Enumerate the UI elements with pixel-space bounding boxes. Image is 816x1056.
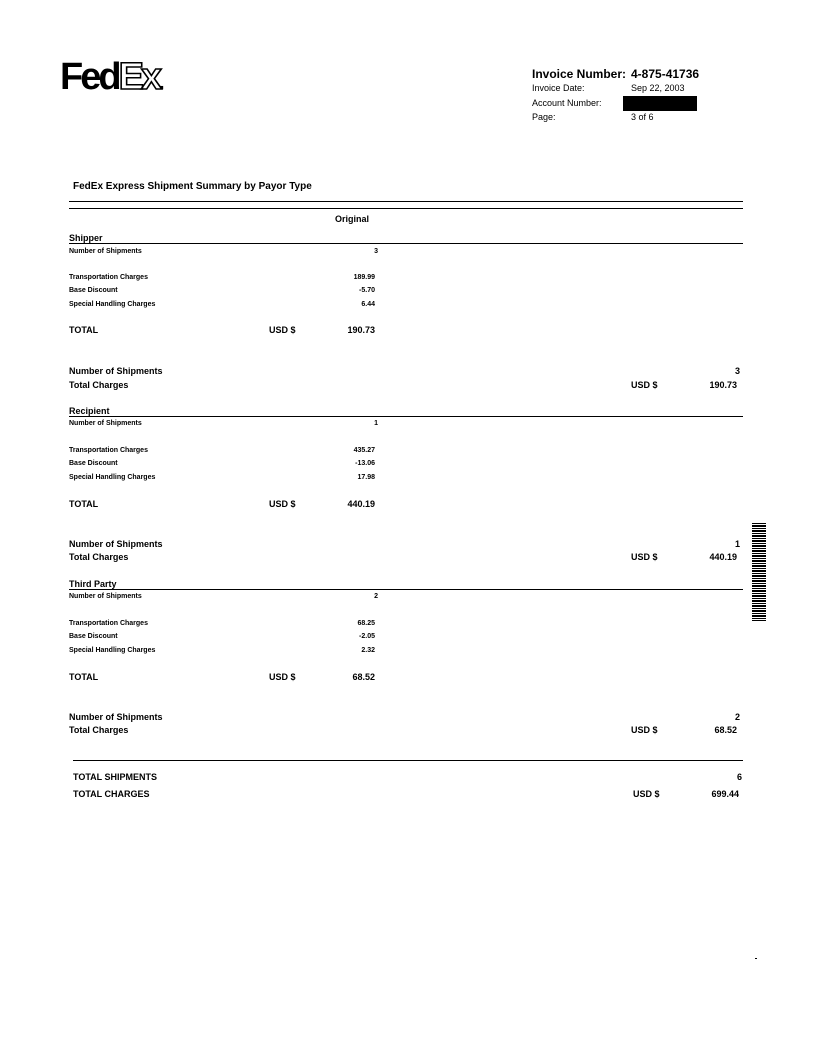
invoice-number-label: Invoice Number:: [532, 67, 627, 81]
shipper-base-discount-label: Base Discount: [69, 287, 118, 294]
shipper-transportation-label: Transportation Charges: [69, 274, 148, 281]
recipient-summary-charges-value: 440.19: [709, 552, 737, 562]
shipper-summary-shipments-label: Number of Shipments: [69, 366, 163, 376]
recipient-transportation-value: 435.27: [353, 447, 375, 454]
total-charges-value: 699.44: [711, 789, 739, 799]
recipient-summary-shipments-label: Number of Shipments: [69, 539, 163, 549]
recipient-summary-shipments-value: 1: [734, 539, 740, 549]
third-party-summary-charges-value: 68.52: [714, 725, 737, 735]
section-rule-shipper: [69, 243, 743, 244]
logo-ex: Ex: [118, 56, 160, 98]
total-charges-currency: USD $: [633, 789, 660, 799]
recipient-special-label: Special Handling Charges: [69, 474, 156, 481]
third-party-transportation-label: Transportation Charges: [69, 620, 148, 627]
column-header-original: Original: [335, 214, 370, 224]
section-title-shipper: Shipper: [69, 233, 103, 243]
third-party-base-discount-value: -2.05: [359, 633, 375, 640]
divider-top-1: [69, 201, 743, 202]
recipient-summary-charges-label: Total Charges: [69, 552, 129, 562]
section-title-recipient: Recipient: [69, 406, 110, 416]
total-shipments-value: 6: [736, 772, 742, 782]
shipper-summary-charges-label: Total Charges: [69, 380, 129, 390]
shipper-summary-charges-value: 190.73: [709, 380, 737, 390]
section-rule-recipient: [69, 416, 743, 417]
third-party-special-value: 2.32: [361, 647, 375, 654]
logo-fed: Fed: [60, 56, 119, 98]
recipient-total-currency: USD $: [269, 499, 296, 509]
invoice-number-value: 4-875-41736: [631, 67, 700, 81]
recipient-special-value: 17.98: [357, 474, 375, 481]
shipper-shipments-label: Number of Shipments: [69, 248, 142, 255]
third-party-summary-currency: USD $: [631, 725, 658, 735]
shipper-summary-currency: USD $: [631, 380, 658, 390]
shipper-total-label: TOTAL: [69, 325, 99, 335]
recipient-shipments-value: 1: [374, 420, 378, 427]
shipper-transportation-value: 189.99: [353, 274, 375, 281]
invoice-date-value: Sep 22, 2003: [631, 83, 685, 93]
recipient-shipments-label: Number of Shipments: [69, 420, 142, 427]
invoice-date-label: Invoice Date:: [532, 83, 585, 93]
third-party-shipments-label: Number of Shipments: [69, 593, 142, 600]
shipper-shipments-value: 3: [374, 248, 378, 255]
third-party-total-value: 68.52: [352, 672, 375, 682]
third-party-special-label: Special Handling Charges: [69, 647, 156, 654]
shipper-base-discount-value: -5.70: [359, 287, 375, 294]
shipper-special-label: Special Handling Charges: [69, 301, 156, 308]
total-shipments-label: TOTAL SHIPMENTS: [73, 772, 158, 782]
shipper-total-currency: USD $: [269, 325, 296, 335]
recipient-total-value: 440.19: [347, 499, 375, 509]
account-number-label: Account Number:: [532, 98, 602, 108]
shipper-summary-shipments-value: 3: [734, 366, 740, 376]
shipper-special-value: 6.44: [361, 301, 375, 308]
logo-dot: .: [159, 72, 165, 94]
page-label: Page:: [532, 112, 556, 122]
third-party-summary-shipments-value: 2: [734, 712, 740, 722]
third-party-summary-charges-label: Total Charges: [69, 725, 129, 735]
section-title-third-party: Third Party: [69, 579, 117, 589]
side-barcode: [752, 523, 766, 621]
third-party-total-label: TOTAL: [69, 672, 99, 682]
shipper-total-value: 190.73: [347, 325, 375, 335]
recipient-base-discount-value: -13.06: [355, 460, 375, 467]
third-party-total-currency: USD $: [269, 672, 296, 682]
third-party-transportation-value: 68.25: [357, 620, 375, 627]
recipient-total-label: TOTAL: [69, 499, 99, 509]
divider-grand-total: [73, 760, 743, 761]
third-party-summary-shipments-label: Number of Shipments: [69, 712, 163, 722]
recipient-base-discount-label: Base Discount: [69, 460, 118, 467]
recipient-summary-currency: USD $: [631, 552, 658, 562]
recipient-transportation-label: Transportation Charges: [69, 447, 148, 454]
third-party-base-discount-label: Base Discount: [69, 633, 118, 640]
third-party-shipments-value: 2: [374, 593, 378, 600]
fedex-logo: [60, 58, 165, 96]
divider-top-2: [69, 208, 743, 209]
page-value: 3 of 6: [631, 112, 654, 122]
section-rule-third-party: [69, 589, 743, 590]
page-speck: [755, 958, 757, 959]
total-charges-label: TOTAL CHARGES: [73, 789, 150, 799]
account-number-redaction: [623, 96, 697, 111]
summary-title: FedEx Express Shipment Summary by Payor Type: [73, 181, 312, 192]
